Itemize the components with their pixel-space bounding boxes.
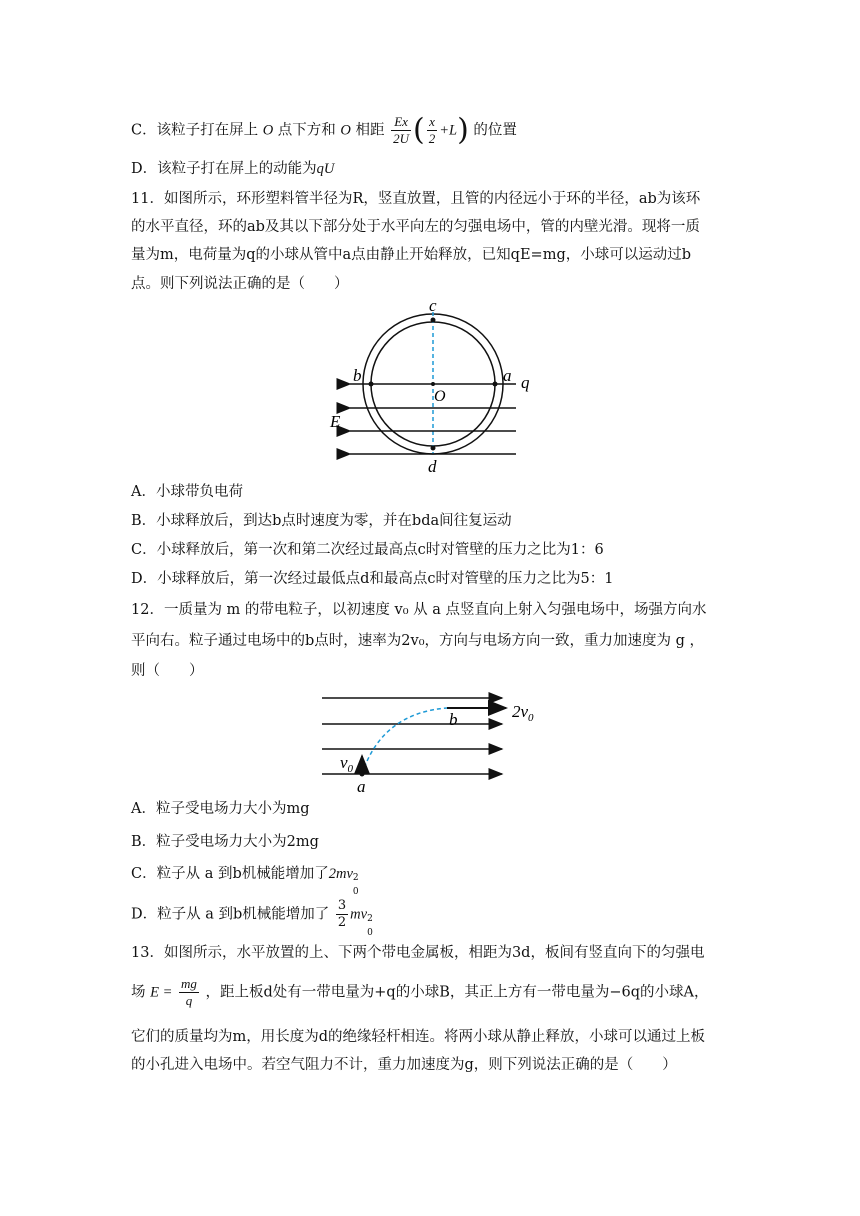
subscript: 0 [352,887,359,897]
right-paren: ) [457,112,469,148]
option-text: D．该粒子打在屏上的动能为 [131,161,317,177]
stem-text: 场 [131,984,146,1001]
math-symbol: O [262,122,274,139]
label-d: d [428,457,437,476]
q13-stem-line: 的小孔进入电场中。若空气阻力不计，重力加速度为g，则下列说法正确的是（ ） [131,1057,677,1073]
stem-text: ，距上板d处有一带电量为+q的小球B，其正上方有一带电量为−6q的小球A， [205,984,709,1001]
q12-option-c [131,864,359,897]
label-v0-sub: 0 [347,763,354,775]
point-d [431,446,436,451]
fraction [391,114,411,147]
q13-stem-line [131,976,709,1009]
label-v0-main: v [340,753,348,772]
math-term: E = [150,984,173,1001]
q12-stem-line: 12．一质量为 m 的带电粒子，以初速度 v₀ 从 a 点竖直向上射入匀强电场中，场强方向水 [131,602,707,618]
fraction-numerator: mg [181,976,197,991]
q10-option-d [131,159,334,179]
q11-ring-figure [320,298,540,476]
q13-stem-line: 13．如图所示，水平放置的上、下两个带电金属板，相距为3d，板间有竖直向下的匀强电 [131,945,705,961]
math-term: qU [316,161,335,177]
label-q: q [521,373,530,392]
superscript: 2 [352,873,359,883]
q11-stem-line: 11．如图所示，环形塑料管半径为R，竖直放置，且管的内径远小于环的半径，ab为该环 [131,191,701,207]
label-a: a [357,777,366,796]
point-o [431,382,435,386]
subscript: 0 [367,927,373,938]
q11-option-d: D．小球释放后，第一次经过最低点d和最高点c时对管壁的压力之比为5：1 [131,571,614,587]
label-e: E [330,412,341,431]
option-text: 相距 [355,122,385,139]
fraction-numerator: x [427,114,438,131]
label-2v0-main: 2v [512,702,529,721]
superscript: 2 [367,913,373,924]
q11-option-b: B．小球释放后，到达b点时速度为零，并在bda间往复运动 [131,513,512,529]
q12-stem-line: 则（ ） [131,663,204,679]
label-o: O [434,388,446,405]
fraction-denominator: q [185,993,193,1008]
q12-option-b: B．粒子受电场力大小为2mg [131,834,319,850]
math-term: +L [439,122,458,139]
point-b [369,382,374,387]
fraction-denominator: 2U [393,131,409,146]
fraction-denominator: 2 [337,915,347,930]
left-paren: ( [413,112,425,148]
option-text: 点下方和 [277,122,336,139]
q11-stem-line: 的水平直径，环的ab及其以下部分处于水平向左的匀强电场中，管的内壁光滑。现将一质 [131,219,700,235]
option-text: 的位置 [473,122,517,139]
q11-stem-line: 量为m，电荷量为q的小球从管中a点由静止开始释放，已知qE=mg，小球可以运动过b [131,247,692,263]
q11-stem-line: 点。则下列说法正确的是（ ） [131,276,349,292]
label-b: b [353,366,362,385]
label-2v0-sub: 0 [528,712,534,724]
fraction-denominator: 2 [428,131,436,146]
point-c [431,318,436,323]
q12-option-a: A．粒子受电场力大小为mg [131,801,310,817]
math-term: 2mv [328,866,353,882]
math-symbol: O [340,122,351,139]
point-a [493,382,498,387]
label-b: b [449,710,458,729]
q12-stem-line: 平向右。粒子通过电场中的b点时，速率为2v₀，方向与电场方向一致，重力加速度为 g ， [131,633,705,649]
option-text: D．粒子从 a 到b机械能增加了 [131,906,330,923]
q12-option-d [131,898,373,938]
trajectory-curve [362,708,447,774]
math-term: mv [350,906,368,923]
option-text: C．该粒子打在屏上 [131,122,259,139]
label-v0 [340,753,354,775]
fraction-numerator: Ex [391,114,411,131]
fraction [336,898,348,931]
option-text: C．粒子从 a 到b机械能增加了 [131,866,329,882]
q12-trajectory-figure [312,688,552,798]
fraction-numerator: 3 [337,898,347,913]
point-a [360,772,365,777]
fraction [179,976,199,1009]
label-2v0 [512,702,534,724]
q13-stem-line: 它们的质量均为m，用长度为d的绝缘轻杆相连。将两小球从静止释放，小球可以通过上板 [131,1029,706,1045]
q11-option-c: C．小球释放后，第一次和第二次经过最高点c时对管壁的压力之比为1：6 [131,542,604,558]
q10-option-c [131,114,517,147]
label-a: a [503,366,512,385]
q11-option-a: A．小球带负电荷 [131,484,243,500]
fraction [427,114,438,147]
label-c: c [429,298,437,315]
